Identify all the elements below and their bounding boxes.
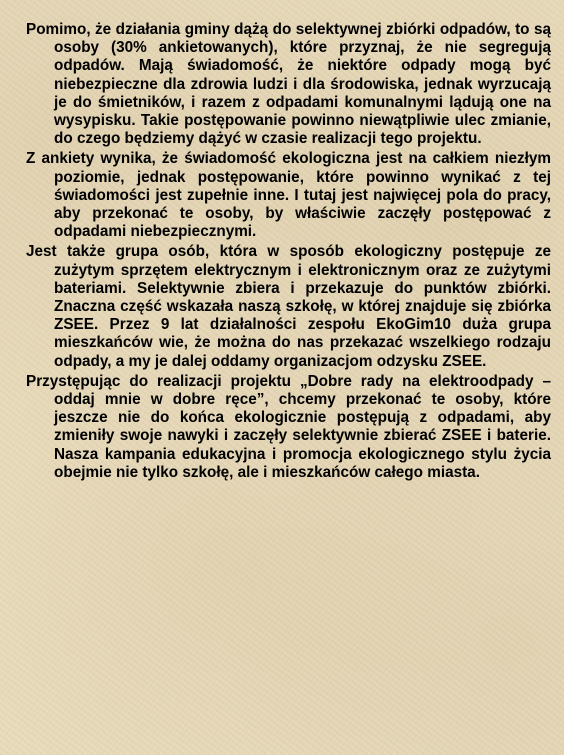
paragraph-4 [26,373,551,482]
paragraph-4-text: Przystępując do realizacji projektu „Dobre rady na elektroodpady – oddaj mnie w dobre ręce”, chcemy przekonać te osoby, które jeszcze nie do końca ekologicznie postępują z odpadami, aby zmieniły swoje nawyki i zaczęły selektywnie zbierać ZSEE i baterie. Nasza kampania edukacyjna i promocja ekologicznego stylu życia obejmie nie tylko szkołę, ale i mieszkańców całego miasta. [26,372,551,481]
paragraph-1-text: Pomimo, że działania gminy dążą do selektywnej zbiórki odpadów, to są osoby (30% ankietowanych), które przyznaj, że nie segregują odpadów. Mają świadomość, że niektóre odpady mogą być niebezpieczne dla zdrowia ludzi i dla środowiska, jednak wyrzucają je do śmietników, i razem z odpadami komunalnymi lądują one na wysypisku. Takie postępowanie powinno niewątpliwie ulec zmianie, do czego będziemy dążyć w czasie realizacji tego projektu. [26,21,551,148]
paragraph-1 [26,21,551,148]
paragraph-3 [26,243,551,370]
paragraph-2-text: Z ankiety wynika, że świadomość ekologiczna jest na całkiem niezłym poziomie, jednak postępowanie, które powinno wynikać z tej świadomości jest zupełnie inne. I tutaj jest najwięcej pola do pracy, aby przekonać te osoby, by właściwie zaczęły postępować z odpadami niebezpiecznymi. [26,150,551,241]
paragraph-2 [26,150,551,241]
paragraph-3-text: Jest także grupa osób, która w sposób ekologiczny postępuje ze zużytym sprzętem elektrycznym i elektronicznym oraz ze zużytymi bateriami. Selektywnie zbiera i przekazuje do punktów zbiórki. Znaczna część wskazała naszą szkołę, w której znajduje się zbiórka ZSEE. Przez 9 lat działalności zespołu EkoGim10 duża grupa mieszkańców wie, że można do nas przekazać wszelkiego rodzaju odpady, a my je dalej oddamy organizacjom odzysku ZSEE. [26,243,551,370]
